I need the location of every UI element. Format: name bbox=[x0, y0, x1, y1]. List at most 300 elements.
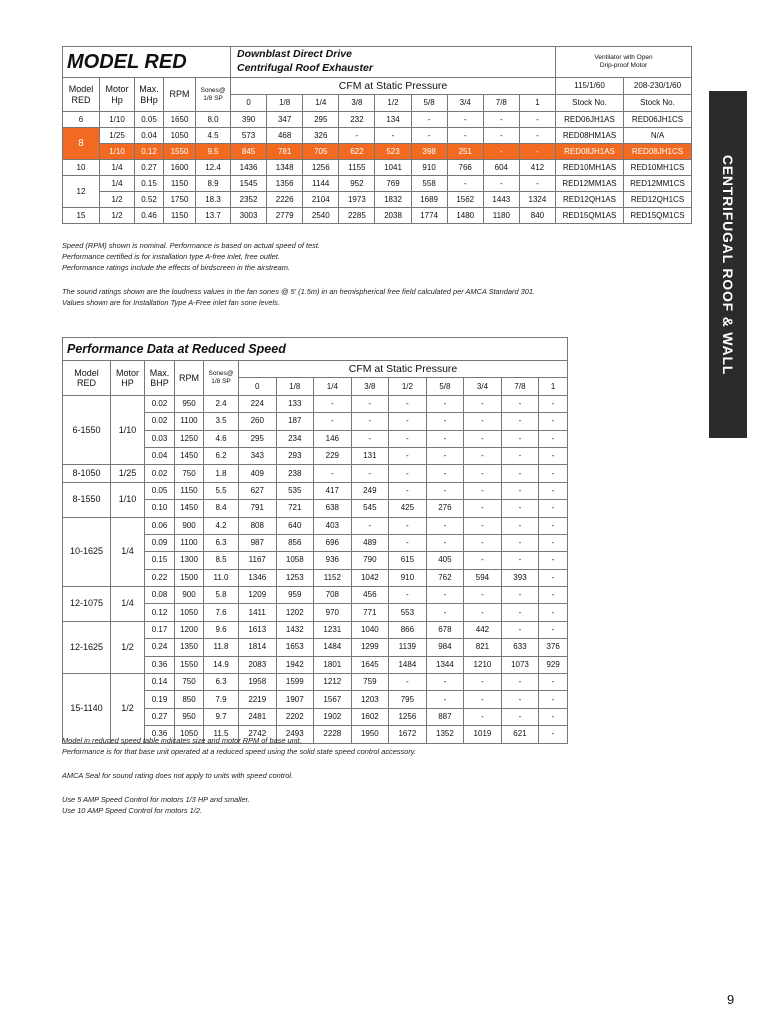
bhp-cell: 0.12 bbox=[145, 604, 175, 621]
cfm-cell: - bbox=[389, 395, 427, 412]
cfm-cell: - bbox=[464, 534, 502, 551]
motor-cell: 1/10 bbox=[100, 112, 135, 128]
cfm-cell: 790 bbox=[351, 552, 389, 569]
bhp-cell: 0.08 bbox=[145, 587, 175, 604]
cfm-cell: 936 bbox=[314, 552, 352, 569]
cfm-cell: 2083 bbox=[239, 656, 277, 673]
cfm-cell: - bbox=[464, 447, 502, 464]
cfm-cell: 970 bbox=[314, 604, 352, 621]
cfm-cell: - bbox=[501, 587, 539, 604]
cfm-cell: 1832 bbox=[375, 192, 411, 208]
motor-cell: 1/4 bbox=[100, 160, 135, 176]
note-line: Performance certified is for installation type A-free inlet, free outlet. bbox=[62, 252, 280, 262]
cfm-cell: - bbox=[426, 447, 464, 464]
cfm-cell: 558 bbox=[411, 176, 447, 192]
cfm-cell: 1801 bbox=[314, 656, 352, 673]
t2-sp-header: 1 bbox=[539, 378, 568, 395]
cfm-cell: 1256 bbox=[389, 708, 427, 725]
table-row bbox=[63, 395, 568, 412]
cfm-cell: - bbox=[539, 708, 568, 725]
cfm-cell: 627 bbox=[239, 482, 277, 499]
notes-amca bbox=[62, 770, 293, 781]
t2-sp-header: 0 bbox=[239, 378, 277, 395]
stock-cell: RED10MH1CS bbox=[624, 160, 692, 176]
cfm-cell: - bbox=[426, 482, 464, 499]
cfm-cell: 1436 bbox=[231, 160, 267, 176]
cfm-cell: 781 bbox=[267, 144, 303, 160]
t2-col-header-rpm: RPM bbox=[175, 361, 204, 396]
t2-sp-header: 3/8 bbox=[351, 378, 389, 395]
table-row bbox=[63, 587, 568, 604]
cfm-cell: - bbox=[501, 447, 539, 464]
cfm-cell: 1562 bbox=[447, 192, 483, 208]
cfm-cell: - bbox=[539, 447, 568, 464]
cfm-cell: - bbox=[426, 517, 464, 534]
cfm-cell: - bbox=[483, 176, 519, 192]
cfm-cell: 705 bbox=[303, 144, 339, 160]
cfm-cell: - bbox=[464, 708, 502, 725]
cfm-cell: 638 bbox=[314, 500, 352, 517]
t2-sp-header: 1/4 bbox=[314, 378, 352, 395]
cfm-cell: 545 bbox=[351, 500, 389, 517]
cfm-cell: 987 bbox=[239, 534, 277, 551]
model-cell: 15 bbox=[63, 208, 100, 224]
group-motor-cell: 1/25 bbox=[111, 465, 145, 482]
cfm-cell: - bbox=[426, 534, 464, 551]
cfm-cell: - bbox=[389, 674, 427, 691]
sones-cell: 7.9 bbox=[204, 691, 239, 708]
cfm-cell: 403 bbox=[314, 517, 352, 534]
cfm-cell: - bbox=[447, 176, 483, 192]
sp-header: 3/4 bbox=[447, 95, 483, 112]
bhp-cell: 0.15 bbox=[145, 552, 175, 569]
cfm-cell: 1958 bbox=[239, 674, 277, 691]
cfm-cell: 398 bbox=[411, 144, 447, 160]
cfm-cell: - bbox=[426, 465, 464, 482]
cfm-cell: 1231 bbox=[314, 621, 352, 638]
cfm-cell: 523 bbox=[375, 144, 411, 160]
cfm-cell: 696 bbox=[314, 534, 352, 551]
stock-cell: RED12MM1AS bbox=[556, 176, 624, 192]
sones-cell: 4.2 bbox=[204, 517, 239, 534]
cfm-cell: - bbox=[389, 587, 427, 604]
cfm-cell: - bbox=[539, 674, 568, 691]
sones-cell: 14.9 bbox=[204, 656, 239, 673]
cfm-cell: 390 bbox=[231, 112, 267, 128]
cfm-cell: 134 bbox=[375, 112, 411, 128]
stock-cell: RED15QM1CS bbox=[624, 208, 692, 224]
sones-cell: 5.8 bbox=[204, 587, 239, 604]
cfm-cell: - bbox=[464, 500, 502, 517]
cfm-cell: - bbox=[314, 465, 352, 482]
cfm-cell: - bbox=[501, 674, 539, 691]
cfm-cell: 604 bbox=[483, 160, 519, 176]
ventilator-note bbox=[556, 47, 692, 78]
cfm-cell: - bbox=[539, 691, 568, 708]
sp-header: 3/8 bbox=[339, 95, 375, 112]
cfm-cell: - bbox=[519, 144, 555, 160]
cfm-cell: 887 bbox=[426, 708, 464, 725]
model-cell: 10 bbox=[63, 160, 100, 176]
cfm-cell: 621 bbox=[501, 726, 539, 743]
note-line: The sound ratings shown are the loudness values in the fan sones @ 5' (1.5m) in an hemispherical free field calculated per AMCA Standard 301. bbox=[62, 287, 536, 296]
cfm-cell: 769 bbox=[375, 176, 411, 192]
cfm-cell: 224 bbox=[239, 395, 277, 412]
bhp-cell: 0.05 bbox=[135, 112, 164, 128]
cfm-cell: - bbox=[339, 128, 375, 144]
subtitle-line2: Centrifugal Roof Exhauster bbox=[237, 62, 373, 74]
cfm-cell: 1212 bbox=[314, 674, 352, 691]
cfm-cell: 1299 bbox=[351, 639, 389, 656]
cfm-cell: - bbox=[464, 465, 502, 482]
cfm-cell: 2742 bbox=[239, 726, 277, 743]
rpm-cell: 1050 bbox=[175, 726, 204, 743]
sones-cell: 8.5 bbox=[204, 552, 239, 569]
group-motor-cell: 1/2 bbox=[111, 621, 145, 673]
note-line: Values shown are for Installation Type A-Free inlet fan sone levels. bbox=[62, 298, 280, 308]
table-row bbox=[63, 160, 692, 176]
cfm-cell: 1202 bbox=[276, 604, 314, 621]
cfm-cell: 1040 bbox=[351, 621, 389, 638]
col-header-rpm: RPM bbox=[164, 78, 196, 112]
rpm-cell: 1500 bbox=[175, 569, 204, 586]
rpm-cell: 1100 bbox=[175, 413, 204, 430]
cfm-cell: - bbox=[464, 552, 502, 569]
t2-col-header-motor: Motor HP bbox=[111, 361, 145, 396]
cfm-cell: 187 bbox=[276, 413, 314, 430]
t2-sp-header: 7/8 bbox=[501, 378, 539, 395]
sp-header: 1/4 bbox=[303, 95, 339, 112]
bhp-cell: 0.02 bbox=[145, 413, 175, 430]
cfm-cell: - bbox=[501, 465, 539, 482]
cfm-cell: 1443 bbox=[483, 192, 519, 208]
t2-col-header-sones: Sones@ 1/8 SP bbox=[204, 361, 239, 396]
cfm-cell: - bbox=[539, 604, 568, 621]
reduced-speed-title: Performance Data at Reduced Speed bbox=[63, 338, 568, 361]
table-row bbox=[63, 144, 692, 160]
sones-cell: 2.4 bbox=[204, 395, 239, 412]
table-row bbox=[63, 465, 568, 482]
cfm-cell: 633 bbox=[501, 639, 539, 656]
note-line: Model in reduced speed table indicates size and motor RPM of base unit. bbox=[62, 736, 302, 745]
model-title: MODEL RED bbox=[63, 47, 231, 78]
sones-cell: 3.5 bbox=[204, 413, 239, 430]
cfm-cell: - bbox=[539, 534, 568, 551]
volt-header-2: 208-230/1/60 bbox=[624, 78, 692, 95]
cfm-cell: - bbox=[389, 465, 427, 482]
cfm-cell: 146 bbox=[314, 430, 352, 447]
rpm-cell: 900 bbox=[175, 587, 204, 604]
rpm-cell: 950 bbox=[175, 708, 204, 725]
group-motor-cell: 1/4 bbox=[111, 517, 145, 587]
cfm-cell: - bbox=[501, 482, 539, 499]
page-number: 9 bbox=[727, 992, 735, 1007]
bhp-cell: 0.24 bbox=[145, 639, 175, 656]
cfm-cell: 1344 bbox=[426, 656, 464, 673]
cfm-cell: - bbox=[411, 128, 447, 144]
cfm-cell: - bbox=[426, 587, 464, 604]
cfm-cell: - bbox=[501, 534, 539, 551]
sones-cell: 9.5 bbox=[196, 144, 231, 160]
sones-cell: 4.6 bbox=[204, 430, 239, 447]
sones-cell: 1.8 bbox=[204, 465, 239, 482]
cfm-cell: 1167 bbox=[239, 552, 277, 569]
cfm-cell: 2540 bbox=[303, 208, 339, 224]
cfm-cell: 615 bbox=[389, 552, 427, 569]
group-motor-cell: 1/10 bbox=[111, 395, 145, 465]
stock-cell: RED10MH1AS bbox=[556, 160, 624, 176]
cfm-cell: - bbox=[483, 144, 519, 160]
group-motor-cell: 1/4 bbox=[111, 587, 145, 622]
model-cell: 6 bbox=[63, 112, 100, 128]
cfm-cell: - bbox=[539, 500, 568, 517]
bhp-cell: 0.27 bbox=[135, 160, 164, 176]
cfm-cell: 721 bbox=[276, 500, 314, 517]
sones-cell: 6.3 bbox=[204, 534, 239, 551]
cfm-cell: 1042 bbox=[351, 569, 389, 586]
cfm-cell: 2481 bbox=[239, 708, 277, 725]
cfm-cell: - bbox=[539, 517, 568, 534]
rpm-cell: 1050 bbox=[175, 604, 204, 621]
bhp-cell: 0.04 bbox=[135, 128, 164, 144]
cfm-cell: 1902 bbox=[314, 708, 352, 725]
cfm-cell: 1774 bbox=[411, 208, 447, 224]
cfm-cell: 594 bbox=[464, 569, 502, 586]
subtitle-line1: Downblast Direct Drive bbox=[237, 48, 352, 61]
sones-cell: 11.8 bbox=[204, 639, 239, 656]
group-model-cell: 6-1550 bbox=[63, 395, 111, 465]
cfm-cell: - bbox=[501, 430, 539, 447]
cfm-cell: 2779 bbox=[267, 208, 303, 224]
group-model-cell: 15-1140 bbox=[63, 674, 111, 744]
volt-header-1: 115/1/60 bbox=[556, 78, 624, 95]
sones-cell: 11.5 bbox=[204, 726, 239, 743]
cfm-cell: - bbox=[426, 604, 464, 621]
cfm-cell: 489 bbox=[351, 534, 389, 551]
cfm-cell: 1950 bbox=[351, 726, 389, 743]
cfm-cell: - bbox=[464, 413, 502, 430]
t2-col-header-bhp: Max. BHP bbox=[145, 361, 175, 396]
group-motor-cell: 1/10 bbox=[111, 482, 145, 517]
stock-cell: RED08JH1AS bbox=[556, 144, 624, 160]
cfm-cell: 1139 bbox=[389, 639, 427, 656]
cfm-cell: 1545 bbox=[231, 176, 267, 192]
cfm-cell: 1144 bbox=[303, 176, 339, 192]
bhp-cell: 0.14 bbox=[145, 674, 175, 691]
cfm-cell: 393 bbox=[501, 569, 539, 586]
cfm-cell: 708 bbox=[314, 587, 352, 604]
bhp-cell: 0.19 bbox=[145, 691, 175, 708]
cfm-cell: 468 bbox=[267, 128, 303, 144]
reduced-speed-table bbox=[62, 337, 568, 744]
cfm-cell: 2226 bbox=[267, 192, 303, 208]
cfm-cell: - bbox=[519, 176, 555, 192]
rpm-cell: 1150 bbox=[164, 208, 196, 224]
cfm-cell: - bbox=[464, 430, 502, 447]
group-motor-cell: 1/2 bbox=[111, 674, 145, 744]
rpm-cell: 900 bbox=[175, 517, 204, 534]
sones-cell: 12.4 bbox=[196, 160, 231, 176]
cfm-cell: - bbox=[464, 604, 502, 621]
group-model-cell: 12-1075 bbox=[63, 587, 111, 622]
cfm-cell: - bbox=[389, 482, 427, 499]
cfm-cell: 1155 bbox=[339, 160, 375, 176]
cfm-cell: 1180 bbox=[483, 208, 519, 224]
cfm-cell: 959 bbox=[276, 587, 314, 604]
cfm-cell: 1480 bbox=[447, 208, 483, 224]
cfm-cell: 553 bbox=[389, 604, 427, 621]
cfm-cell: 1152 bbox=[314, 569, 352, 586]
cfm-cell: 232 bbox=[339, 112, 375, 128]
cfm-cell: 762 bbox=[426, 569, 464, 586]
col-header-motor: Motor Hp bbox=[100, 78, 135, 112]
cfm-cell: - bbox=[539, 395, 568, 412]
cfm-cell: - bbox=[539, 413, 568, 430]
motor-cell: 1/4 bbox=[100, 176, 135, 192]
cfm-cell: 910 bbox=[389, 569, 427, 586]
cfm-cell: 229 bbox=[314, 447, 352, 464]
col-header-model: Model RED bbox=[63, 78, 100, 112]
cfm-cell: - bbox=[389, 447, 427, 464]
section-sidebar-tab bbox=[692, 91, 747, 438]
cfm-cell: 295 bbox=[303, 112, 339, 128]
cfm-cell: 1203 bbox=[351, 691, 389, 708]
stock-cell: RED15QM1AS bbox=[556, 208, 624, 224]
bhp-cell: 0.02 bbox=[145, 465, 175, 482]
sp-header: 1/2 bbox=[375, 95, 411, 112]
sones-cell: 8.0 bbox=[196, 112, 231, 128]
stock-header: Stock No. bbox=[624, 95, 692, 112]
stock-cell: RED12QH1AS bbox=[556, 192, 624, 208]
bhp-cell: 0.36 bbox=[145, 656, 175, 673]
cfm-cell: - bbox=[519, 112, 555, 128]
cfm-cell: 326 bbox=[303, 128, 339, 144]
cfm-cell: 2285 bbox=[339, 208, 375, 224]
cfm-cell: - bbox=[539, 465, 568, 482]
cfm-cell: 1324 bbox=[519, 192, 555, 208]
cfm-cell: 984 bbox=[426, 639, 464, 656]
cfm-cell: - bbox=[389, 534, 427, 551]
cfm-cell: 293 bbox=[276, 447, 314, 464]
note-line: Performance is for that base unit operated at a reduced speed using the solid state speed control accessory. bbox=[62, 747, 416, 757]
cfm-cell: - bbox=[519, 128, 555, 144]
bhp-cell: 0.05 bbox=[145, 482, 175, 499]
cfm-cell: - bbox=[501, 604, 539, 621]
t2-sp-header: 5/8 bbox=[426, 378, 464, 395]
bhp-cell: 0.12 bbox=[135, 144, 164, 160]
cfm-cell: 1907 bbox=[276, 691, 314, 708]
cfm-cell: 1411 bbox=[239, 604, 277, 621]
group-model-cell: 8-1550 bbox=[63, 482, 111, 517]
rpm-cell: 750 bbox=[175, 465, 204, 482]
table-row bbox=[63, 208, 692, 224]
cfm-cell: 910 bbox=[411, 160, 447, 176]
cfm-cell: 1209 bbox=[239, 587, 277, 604]
cfm-cell: 409 bbox=[239, 465, 277, 482]
table-subtitle bbox=[231, 47, 556, 78]
rpm-cell: 1050 bbox=[164, 128, 196, 144]
motor-cell: 1/2 bbox=[100, 192, 135, 208]
cfm-cell: 2104 bbox=[303, 192, 339, 208]
cfm-cell: 2228 bbox=[314, 726, 352, 743]
cfm-cell: 376 bbox=[539, 639, 568, 656]
sones-cell: 9.6 bbox=[204, 621, 239, 638]
cfm-cell: 425 bbox=[389, 500, 427, 517]
cfm-cell: 840 bbox=[519, 208, 555, 224]
bhp-cell: 0.02 bbox=[145, 395, 175, 412]
bhp-cell: 0.52 bbox=[135, 192, 164, 208]
sones-cell: 9.7 bbox=[204, 708, 239, 725]
cfm-cell: 678 bbox=[426, 621, 464, 638]
cfm-cell: - bbox=[351, 430, 389, 447]
cfm-cell: 845 bbox=[231, 144, 267, 160]
cfm-cell: - bbox=[389, 430, 427, 447]
rpm-cell: 1200 bbox=[175, 621, 204, 638]
note-line: Speed (RPM) shown is nominal. Performance is based on actual speed of test. bbox=[62, 241, 320, 250]
rpm-cell: 1600 bbox=[164, 160, 196, 176]
stock-cell: RED06JH1AS bbox=[556, 112, 624, 128]
sidebar-label: CENTRIFUGAL ROOF & WALL EXHAUSTERS bbox=[692, 154, 736, 376]
cfm-cell: 952 bbox=[339, 176, 375, 192]
table-row bbox=[63, 674, 568, 691]
cfm-cell: 417 bbox=[314, 482, 352, 499]
bhp-cell: 0.03 bbox=[145, 430, 175, 447]
model-red-table bbox=[62, 46, 692, 224]
cfm-cell: - bbox=[375, 128, 411, 144]
cfm-cell: 343 bbox=[239, 447, 277, 464]
table-row bbox=[63, 621, 568, 638]
cfm-cell: 456 bbox=[351, 587, 389, 604]
cfm-cell: 640 bbox=[276, 517, 314, 534]
group-model-cell: 10-1625 bbox=[63, 517, 111, 587]
cfm-cell: 442 bbox=[464, 621, 502, 638]
cfm-cell: 1356 bbox=[267, 176, 303, 192]
cfm-cell: - bbox=[501, 552, 539, 569]
cfm-cell: - bbox=[483, 128, 519, 144]
t2-sp-header: 1/8 bbox=[276, 378, 314, 395]
cfm-cell: - bbox=[539, 621, 568, 638]
cfm-cell: 1599 bbox=[276, 674, 314, 691]
cfm-cell: 3003 bbox=[231, 208, 267, 224]
cfm-cell: - bbox=[426, 413, 464, 430]
table-row bbox=[63, 112, 692, 128]
notes-sound bbox=[62, 286, 535, 308]
cfm-cell: - bbox=[464, 674, 502, 691]
rpm-cell: 1750 bbox=[164, 192, 196, 208]
cfm-cell: 133 bbox=[276, 395, 314, 412]
cfm-cell: - bbox=[447, 128, 483, 144]
cfm-cell: 131 bbox=[351, 447, 389, 464]
bhp-cell: 0.27 bbox=[145, 708, 175, 725]
cfm-cell: 1814 bbox=[239, 639, 277, 656]
rpm-cell: 1550 bbox=[175, 656, 204, 673]
bhp-cell: 0.46 bbox=[135, 208, 164, 224]
sp-header: 7/8 bbox=[483, 95, 519, 112]
bhp-cell: 0.22 bbox=[145, 569, 175, 586]
cfm-cell: 1348 bbox=[267, 160, 303, 176]
cfm-cell: - bbox=[426, 674, 464, 691]
cfm-cell: - bbox=[389, 517, 427, 534]
table-row bbox=[63, 482, 568, 499]
cfm-cell: 1613 bbox=[239, 621, 277, 638]
cfm-cell: - bbox=[501, 708, 539, 725]
cfm-caption: CFM at Static Pressure bbox=[231, 78, 556, 95]
rpm-cell: 1250 bbox=[175, 430, 204, 447]
rpm-cell: 1350 bbox=[175, 639, 204, 656]
sones-cell: 13.7 bbox=[196, 208, 231, 224]
motor-cell: 1/2 bbox=[100, 208, 135, 224]
bhp-cell: 0.04 bbox=[145, 447, 175, 464]
